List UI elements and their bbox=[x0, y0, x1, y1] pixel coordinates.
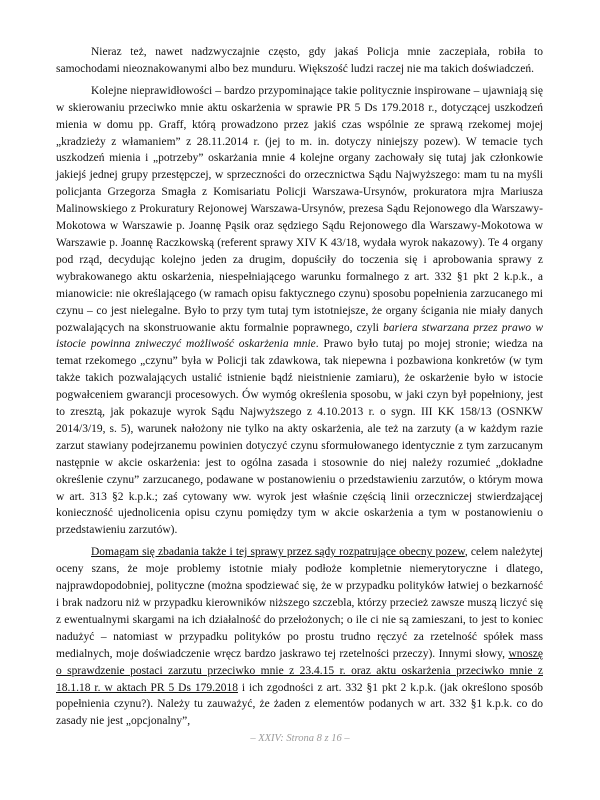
paragraph-2 bbox=[56, 83, 543, 539]
paragraph-1: Nieraz też, nawet nadzwyczajnie często, gdy jakaś Policja mnie zaczepiała, robiła to samochodami nieoznakowanymi albo bez munduru. Większość ludzi raczej nie ma takich doświadczeń. bbox=[56, 46, 543, 75]
paragraph-2-text-c: . Prawo było tutaj po mojej stronie; wiedza na temat rzekomego „czynu” była w Policji tak zdawkowa, tak niepewna i pozbawiona konkretów (w tym także takich pozwalających ustalić istnienie bądź nieistnienie zamiaru), że oskarżenie było w istocie pogwałceniem gwarancji procesowych. Ów wymóg określenia sposobu, w jaki czyn był popełniony, jest to zresztą, jak pokazuje wyrok Sądu Najwyższego z 4.10.2013 r. o sygn. III KK 158/13 (OSNKW 2014/3/19, s. 5), warunek nałożony nie tylko na akty oskarżenia, ale też na zarzuty (a w każdym razie zarzut stawiany podejrzanemu powinien dotyczyć czynu sformułowanego identycznie z tym zarzucanym następnie w akcie oskarżenia: jest to ogólna zasada i stosownie do niej należy rozumieć „dokładne określenie czynu” zarzucanego, podawane w postanowieniu o przedstawieniu zarzutów, o którym mowa w art. 313 §2 k.p.k.; zaś cytowany ww. wyrok jest właśnie częścią linii orzeczniczej stwierdzającej konieczność ujednolicenia opisu czynu pomiędzy tym w akcie oskarżenia a tym w postanowieniu o przedstawieniu zarzutów). bbox=[56, 338, 543, 537]
paragraph-3 bbox=[56, 544, 543, 730]
paragraph-3-text-d: i ich zgodności z art. 332 §1 pkt 2 k.p.k. (jak określono sposób popełnienia czynu?). Należy tu zauważyć, że żaden z elementów podanych w art. 332 §1 k.p.k. co do zasady nie jest „opcjonalny”, bbox=[56, 681, 543, 728]
paragraph-3-underlined-a: Domagam się zbadania także i tej sprawy przez sądy rozpatrujące obecny pozew bbox=[91, 546, 465, 559]
document-body bbox=[56, 44, 543, 735]
paragraph-2-italic: bariera stwarzana przez prawo w istocie powinna zniweczyć możliwość oskarżenia mnie bbox=[56, 321, 543, 351]
paragraph-3-underlined-c: wnoszę o sprawdzenie postaci zarzutu przeciwko mnie z 23.4.15 r. oraz aktu oskarżenia przeciwko mnie z 18.1.18 r. w aktach PR 5 Ds 179.2018 bbox=[56, 647, 543, 694]
paragraph-3-text-b: , celem należytej oceny szans, że moje problemy istotnie miały podłoże kompletnie niemerytoryczne i dlatego, najprawdopodobniej, polityczne (można spodziewać się, że w przypadku polityków łatwiej o bezkarność i brak nadzoru niż w przypadku kierowników niższego szczebla, którzy przecież zawsze muszą liczyć się z ewentualnymi skargami na ich działalność do przełożonych; o ile ci nie są zamieszani, to jest to koniec nadużyć – natomiast w przypadku polityków po prostu trudno ręczyć za rzetelność spółek mass medialnych, moje doświadczenie wręcz bardzo jaskrawo tej rzetelności przeczy). Innymi słowy, bbox=[56, 546, 543, 660]
page-footer: – XXIV: Strona 8 z 16 – bbox=[250, 733, 350, 744]
paragraph-2-text-a: Kolejne nieprawidłowości – bardzo przypominające takie politycznie inspirowane – ujawniają się w skierowaniu przeciwko mnie aktu oskarżenia w sprawie PR 5 Ds 179.2018 r., dotyczącej uszkodzeń mienia w domu pp. Graff, którą prowadzono przez jakiś czas wspólnie ze sprawą rzekomej mojej „kradzieży z włamaniem” z 28.11.2014 r. (jej to m. in. dotyczy niniejszy pozew). W temacie tych uszkodzeń mienia i „potrzeby” oskarżania mnie 4 kolejne organy zachowały się tutaj jak członkowie jakiejś jednej grupy przestępczej, w sprzeczności do orzecznictwa Sądu Najwyższego: mam tu na myśli policjanta Grzegorza Smagła z Komisariatu Policji Warszawa-Ursynów, prokuratora mjra Mariusza Malinowskiego z Prokuratury Rejonowej Warszawa-Ursynów, prezesa Sądu Rejonowego dla Warszawy-Mokotowa w Warszawie p. Joannę Pąsik oraz sędziego Sądu Rejonowego dla Warszawy-Mokotowa w Warszawie p. Joannę Raczkowską (referent sprawy XIV K 43/18, wydała wyrok nakazowy). Te 4 organy pod rząd, decydując kolejno jeden za drugim, dopuściły do toczenia się i aprobowania sprawy z wybrakowanego aktu oskarżenia, niespełniającego warunku formalnego z art. 332 §1 pkt 2 k.p.k., a mianowicie: nie określającego (w ramach opisu faktycznego czynu) sposobu popełnienia zarzucanego mi czynu – co jest nielegalne. Było to przy tym tutaj tym istotniejsze, że organy ścigania nie miały danych pozwalających na skonstruowanie aktu formalnie poprawnego, czyli bbox=[56, 84, 543, 334]
